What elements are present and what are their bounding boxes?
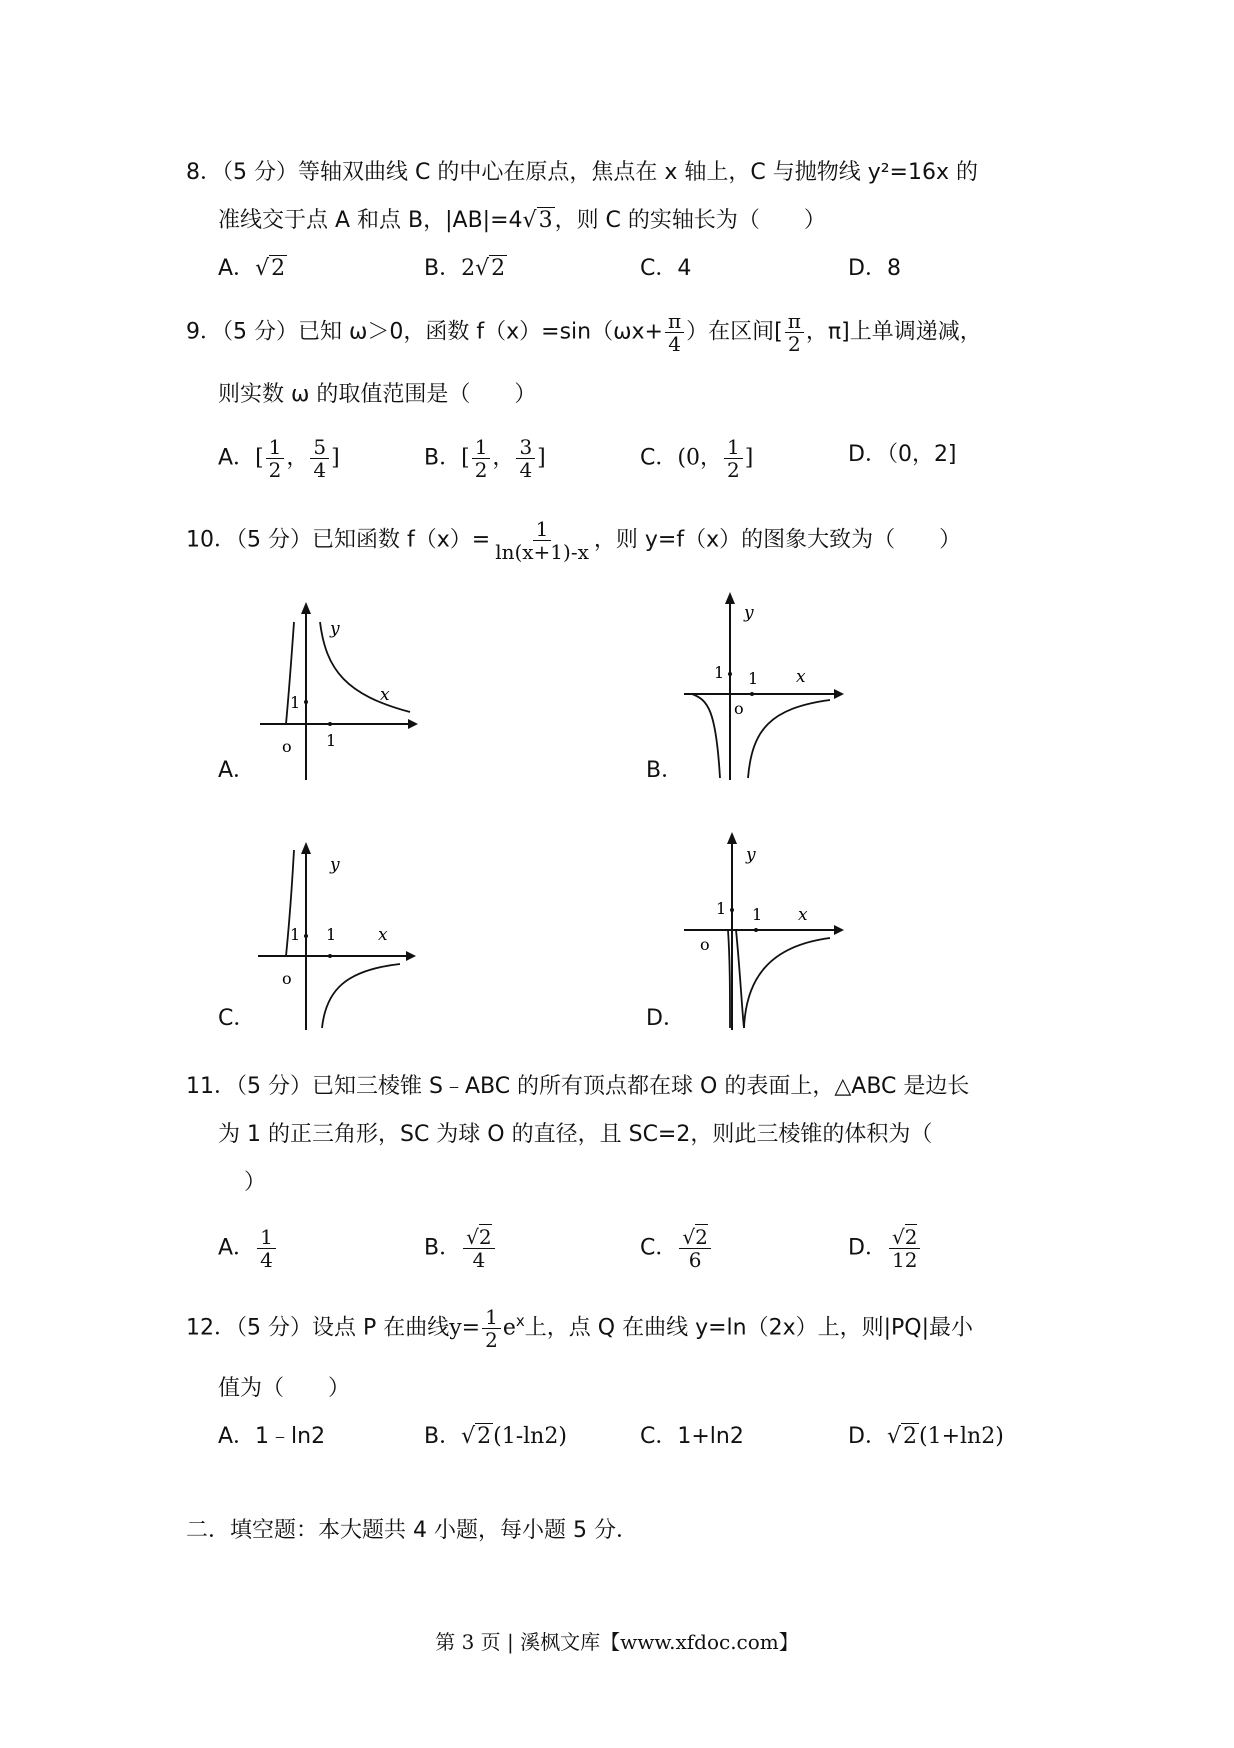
q8-option-a-sqrt: √2 <box>255 256 286 281</box>
q12-e: e <box>502 1315 516 1341</box>
graph-c-one-x: 1 <box>326 925 337 944</box>
q12-frac-n: 1 <box>482 1306 501 1329</box>
q8-option-d[interactable]: D．8 <box>848 256 901 281</box>
q11-option-c-frac <box>679 1226 710 1271</box>
graph-d-y-label: y <box>746 845 756 865</box>
q12-line2: 值为（ ） <box>218 1376 351 1401</box>
q12-option-b-label: B． <box>424 1424 462 1449</box>
q12-y-eq: y= <box>449 1315 481 1341</box>
graph-a-origin: o <box>282 737 292 756</box>
q12-exp: x <box>515 1312 525 1331</box>
q11-option-c[interactable] <box>640 1226 713 1271</box>
graph-d-one-x: 1 <box>752 905 763 924</box>
q9-frac-pi2 <box>785 310 804 355</box>
graph-c-x-arrow <box>406 951 416 961</box>
q11-option-c-rad: 2 <box>695 1225 708 1249</box>
graph-c-origin: o <box>282 969 292 988</box>
q12-option-a[interactable]: A．1﹣ln2 <box>218 1424 326 1449</box>
graph-c-y-arrow <box>301 842 311 854</box>
graph-a-x-label: x <box>380 685 390 705</box>
q9-option-b[interactable] <box>424 436 546 481</box>
graph-d-origin: o <box>700 935 710 954</box>
q8-option-b-coef: 2 <box>461 256 476 281</box>
graph-a-tick-x1 <box>328 722 332 726</box>
q12-option-d-rest: (1+ln2) <box>918 1424 1004 1449</box>
q8-line2a: 准线交于点 A 和点 B， <box>218 208 446 233</box>
graph-d-x-label: x <box>798 905 808 925</box>
q9-option-b-f1 <box>472 436 491 481</box>
q9-option-b-n2: 3 <box>516 436 535 459</box>
q9-option-d[interactable]: D．（0，2] <box>848 442 957 467</box>
q12-option-b-rad: 2 <box>477 1424 492 1449</box>
q8-option-b-sqrt: √2 <box>475 256 506 281</box>
q12-line1a: 12．（5 分）设点 P 在曲线 <box>186 1315 450 1341</box>
q11-option-d-num: √2 <box>889 1226 920 1249</box>
q9-option-b-lb: [ <box>461 445 470 471</box>
q9-option-b-sep: ， <box>492 445 515 471</box>
q9-option-c-label: C． <box>640 445 678 471</box>
q12-option-d-sqrt: √2 <box>886 1424 917 1449</box>
graph-b-tick-y1 <box>728 672 732 676</box>
q11-option-d-frac <box>889 1226 920 1271</box>
q10-line1 <box>186 518 961 563</box>
q12-option-d-label: D． <box>848 1424 887 1449</box>
q11-option-b-d: 4 <box>472 1248 486 1272</box>
graph-b-curve-left <box>692 694 720 778</box>
q9-frac-pi4-num: π <box>665 310 684 333</box>
q10-frac <box>492 518 592 563</box>
graph-a-one-y: 1 <box>290 693 301 712</box>
q8-line2b: ，则 C 的实轴长为（ ） <box>554 208 826 233</box>
q12-option-b[interactable] <box>424 1422 567 1452</box>
q9-option-c-f <box>724 436 743 481</box>
q8-option-a-rad: 2 <box>271 256 286 281</box>
q11-option-c-label: C． <box>640 1235 678 1261</box>
graph-a-y-arrow <box>301 602 311 614</box>
graph-c-y-label: y <box>330 855 340 875</box>
q10-graph-d[interactable] <box>680 830 850 1030</box>
q12-option-d-rad: 2 <box>902 1424 917 1449</box>
q11-option-b-frac <box>463 1226 494 1271</box>
q12-line1 <box>186 1306 973 1351</box>
q8-sqrt3-rad: 3 <box>538 208 553 233</box>
graph-a-x-arrow <box>408 719 418 729</box>
q11-option-d[interactable] <box>848 1226 922 1271</box>
graph-c-tick-x1 <box>328 954 332 958</box>
q9-option-c-d: 2 <box>726 458 740 482</box>
q9-option-c-lb: (0， <box>677 445 722 471</box>
q9-option-a-d1: 2 <box>268 458 282 482</box>
q8-option-b-rad: 2 <box>491 256 506 281</box>
page-footer: 第 3 页 | 溪枫文库【www.xfdoc.com】 <box>435 1630 799 1654</box>
q9-option-a-label: A． <box>218 445 256 471</box>
q10-graph-a[interactable] <box>250 600 420 780</box>
q10-frac-den: ln(x+1)-x <box>495 540 589 564</box>
q10-option-d-label[interactable]: D． <box>646 1006 685 1031</box>
graph-d-tick-x1 <box>754 928 758 932</box>
q9-option-a-f1 <box>266 436 285 481</box>
graph-a-tick-y1 <box>304 700 308 704</box>
q9-option-b-label: B． <box>424 445 462 471</box>
q9-option-b-d2: 4 <box>519 458 533 482</box>
q10-line1b: ，则 y=f（x）的图象大致为（ ） <box>593 527 962 553</box>
graph-d-x-arrow <box>834 925 844 935</box>
q9-option-c-rb: ] <box>744 445 754 471</box>
q8-option-c[interactable]: C．4 <box>640 256 692 281</box>
q10-graph-c[interactable] <box>250 840 420 1030</box>
section-2-heading: 二．填空题：本大题共 4 小题，每小题 5 分． <box>186 1518 638 1543</box>
q10-option-c-label[interactable]: C． <box>218 1006 256 1031</box>
q8-option-b-label: B． <box>424 256 462 281</box>
q11-option-a-n: 1 <box>257 1226 276 1249</box>
q9-line1b: ）在区间[ <box>686 319 783 345</box>
q8-option-a[interactable] <box>218 254 287 284</box>
q11-option-d-rad: 2 <box>904 1225 918 1249</box>
q10-line1a: 10．（5 分）已知函数 f（x）= <box>186 527 491 553</box>
q12-option-b-sqrt: √2 <box>461 1424 492 1449</box>
graph-b-x-arrow <box>834 689 844 699</box>
q9-frac-pi2-den: 2 <box>787 332 801 356</box>
q12-frac <box>482 1306 501 1351</box>
graph-d-curve-tail <box>744 938 830 1028</box>
graph-b-one-y: 1 <box>714 663 725 682</box>
graph-b-one-x: 1 <box>748 669 759 688</box>
graph-c-curve-right <box>322 964 400 1028</box>
q8-line1: 8．（5 分）等轴双曲线 C 的中心在原点，焦点在 x 轴上，C 与抛物线 y²=16x 的 <box>186 160 978 185</box>
q11-option-a-d: 4 <box>260 1248 273 1272</box>
q11-option-b-num: √2 <box>463 1226 494 1249</box>
q9-option-a-n2: 5 <box>310 436 329 459</box>
graph-a-y-label: y <box>330 619 340 639</box>
q8-abs: |AB|=4 <box>445 208 523 233</box>
q11-option-c-num: √2 <box>679 1226 710 1249</box>
graph-b-tick-x1 <box>750 692 754 696</box>
q10-option-b-label[interactable]: B． <box>646 758 684 783</box>
q9-option-a-f2 <box>310 436 329 481</box>
q9-option-b-rb: ] <box>537 445 546 471</box>
graph-d-y-arrow <box>727 832 737 844</box>
graph-c-tick-y1 <box>304 934 308 938</box>
graph-a-one-x: 1 <box>326 731 337 750</box>
q11-option-b-label: B． <box>424 1235 462 1261</box>
q11-option-b-rad: 2 <box>478 1225 492 1249</box>
q9-line1c: ，π]上单调递减， <box>805 319 982 345</box>
q11-line2: 为 1 的正三角形，SC 为球 O 的直径，且 SC=2，则此三棱锥的体积为（ <box>218 1122 933 1147</box>
q9-option-a-rb: ] <box>331 445 340 471</box>
q9-frac-pi4 <box>665 310 684 355</box>
q12-option-d[interactable] <box>848 1422 1004 1452</box>
q9-line1 <box>186 310 982 355</box>
graph-b-origin: o <box>734 699 744 718</box>
q11-line1: 11．（5 分）已知三棱锥 S﹣ABC 的所有顶点都在球 O 的表面上，△ABC 是边长 <box>186 1074 970 1099</box>
q9-line1a: 9．（5 分）已知 ω＞0，函数 f（x）=sin（ωx+ <box>186 319 663 345</box>
graph-b-x-label: x <box>796 667 806 687</box>
graph-b-y-label: y <box>744 603 754 623</box>
graph-c-x-label: x <box>378 925 388 945</box>
q9-frac-pi2-num: π <box>785 310 804 333</box>
graph-c-one-y: 1 <box>290 925 301 944</box>
q11-option-a[interactable] <box>218 1226 278 1271</box>
q9-frac-pi4-den: 4 <box>668 332 681 356</box>
q8-sqrt3: √3 <box>522 208 553 233</box>
q12-option-c[interactable]: C．1+ln2 <box>640 1424 744 1449</box>
q9-option-a-sep: ， <box>286 445 309 471</box>
graph-d-tick-y1 <box>730 908 734 912</box>
graph-d-curve-left <box>728 930 730 1028</box>
q11-option-c-d: 6 <box>688 1248 702 1272</box>
q9-option-c[interactable] <box>640 436 753 481</box>
q11-line3: ） <box>244 1170 267 1195</box>
q10-option-a-label[interactable]: A． <box>218 758 256 783</box>
q9-line2: 则实数 ω 的取值范围是（ ） <box>218 382 537 407</box>
q11-option-b[interactable] <box>424 1226 497 1271</box>
q9-option-b-f2 <box>516 436 535 481</box>
q8-line2 <box>218 206 826 236</box>
graph-d-one-y: 1 <box>716 899 727 918</box>
q9-option-a-lb: [ <box>255 445 264 471</box>
q12-option-b-rest: (1-ln2) <box>493 1424 567 1449</box>
q11-option-a-label: A． <box>218 1235 256 1261</box>
q11-option-d-d: 12 <box>891 1248 918 1272</box>
q11-option-d-label: D． <box>848 1235 887 1261</box>
graph-b-curve-right <box>748 700 830 778</box>
q9-option-c-n: 1 <box>724 436 743 459</box>
q10-frac-num: 1 <box>533 518 552 541</box>
q9-option-a[interactable] <box>218 436 340 481</box>
q12-line1b: 上，点 Q 在曲线 y=ln（2x）上，则|PQ|最小 <box>524 1315 974 1341</box>
q9-option-a-n1: 1 <box>266 436 285 459</box>
q10-graph-b[interactable] <box>680 590 850 780</box>
graph-b-y-arrow <box>725 592 735 604</box>
graph-d-curve-right <box>736 930 744 1028</box>
q9-option-b-d1: 2 <box>474 458 488 482</box>
q9-option-a-d2: 4 <box>313 458 327 482</box>
q9-option-b-n1: 1 <box>472 436 491 459</box>
q11-option-a-frac <box>257 1226 276 1271</box>
q12-frac-d: 2 <box>485 1328 498 1352</box>
q8-option-b[interactable] <box>424 254 507 284</box>
q8-option-a-label: A． <box>218 256 256 281</box>
